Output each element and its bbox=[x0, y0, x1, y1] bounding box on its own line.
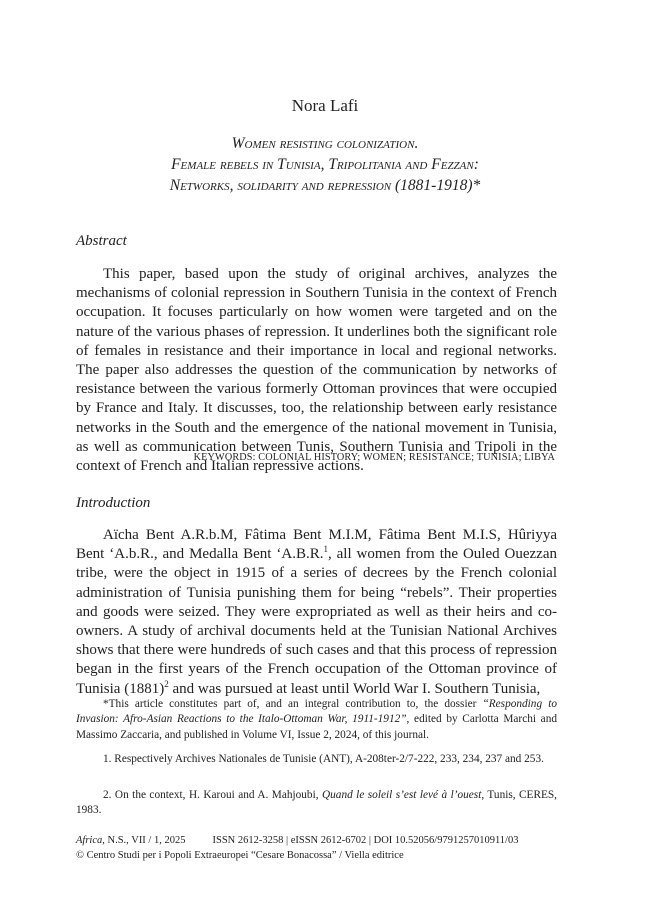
title-line-1: Women resisting colonization. bbox=[231, 135, 419, 152]
footer-publisher: © Centro Studi per i Popoli Extraeuropei “Cesare Bonacossa” / Viella editrice bbox=[76, 850, 404, 861]
intro-text-b: , all women from the Ouled Ouezzan tribe, were the object in 1915 of a series of decrees by the French colonial administration of Tunisia punishing them for being “rebels”. Their properties and goods were seized. They were expropriated as well as their heirs and co-owners. A study of archival documents held at the Tunisian National Archives shows that there were hundreds of such cases and that this process of repression began in the first years of the French occupation of the Ottoman province of Tunisia (1881) bbox=[76, 546, 557, 697]
footnote-star bbox=[76, 697, 557, 743]
article-title bbox=[0, 133, 650, 196]
footnote-1: 1. Respectively Archives Nationales de Tunisie (ANT), A-208ter-2/7-222, 233, 234, 237 and 253. bbox=[103, 753, 544, 765]
footnote-ref-2: 2 bbox=[164, 678, 169, 689]
footnote-star-text-b: , edited by Carlotta Marchi and Massimo Zaccaria, and published in Volume VI, Issue 2, 2024, of this journal. bbox=[76, 713, 557, 741]
footer-journal: Africa bbox=[76, 835, 103, 846]
abstract-heading: Abstract bbox=[76, 233, 127, 249]
title-line-3: Networks, solidarity and repression (1881-1918)* bbox=[169, 177, 481, 194]
keywords: KEYWORDS: COLONIAL HISTORY; WOMEN; RESISTANCE; TUNISIA; LIBYA bbox=[193, 452, 555, 463]
footnote-2-text-a: 2. On the context, H. Karoui and A. Mahjoubi, bbox=[103, 789, 322, 801]
footnote-2 bbox=[76, 788, 557, 819]
author-name: Nora Lafi bbox=[291, 96, 359, 115]
footnote-star-text-a: *This article constitutes part of, and an integral contribution to, the dossier bbox=[103, 698, 483, 710]
title-line-2: Female rebels in Tunisia, Tripolitania and Fezzan: bbox=[171, 156, 479, 173]
footnote-star-dossier-title: “Responding to Invasion: Afro-Asian Reactions to the Italo-Ottoman War, 1911-1912” bbox=[76, 698, 558, 726]
intro-text-c: and was pursued at least until World War I. Southern Tunisia, bbox=[168, 680, 541, 697]
footnote-2-book-title: Quand le soleil s’est levé à l’ouest bbox=[321, 789, 482, 801]
abstract-text: This paper, based upon the study of original archives, analyzes the mechanisms of colonial repression in Southern Tunisia in the context of French occupation. It focuses particularly on how women were targeted and on the nature of the various phases of repression. It underlines both the significant role of females in resistance and their importance in local and regional networks. The paper also addresses the question of the communication by networks of resistance between the various formerly Ottoman provinces that were occupied by France and Italy. It discusses, too, the relationship between early resistance networks in the South and the emergence of the national movement in Tunisia, as well as communication between Tunis, Southern Tunisia and Tripoli in the context of French and Italian repressive actions. bbox=[76, 266, 557, 475]
footer-series: , N.S., VII / 1, 2025 bbox=[102, 835, 186, 846]
footer-issn: ISSN 2612-3258 | eISSN 2612-6702 | DOI 10.52056/9791257010911/03 bbox=[212, 835, 519, 846]
introduction-text bbox=[76, 526, 557, 699]
introduction-heading: Introduction bbox=[76, 495, 151, 511]
intro-text-a: Aïcha Bent A.R.b.M, Fâtima Bent M.I.M, Fâtima Bent M.I.S, Hûriyya Bent ‘A.b.R., and Medalla Bent ‘A.B.R. bbox=[76, 527, 557, 563]
page-footer bbox=[76, 833, 518, 863]
footnote-ref-1: 1 bbox=[323, 544, 328, 555]
footnote-2-text-b: , Tunis, CERES, 1983. bbox=[76, 789, 557, 817]
